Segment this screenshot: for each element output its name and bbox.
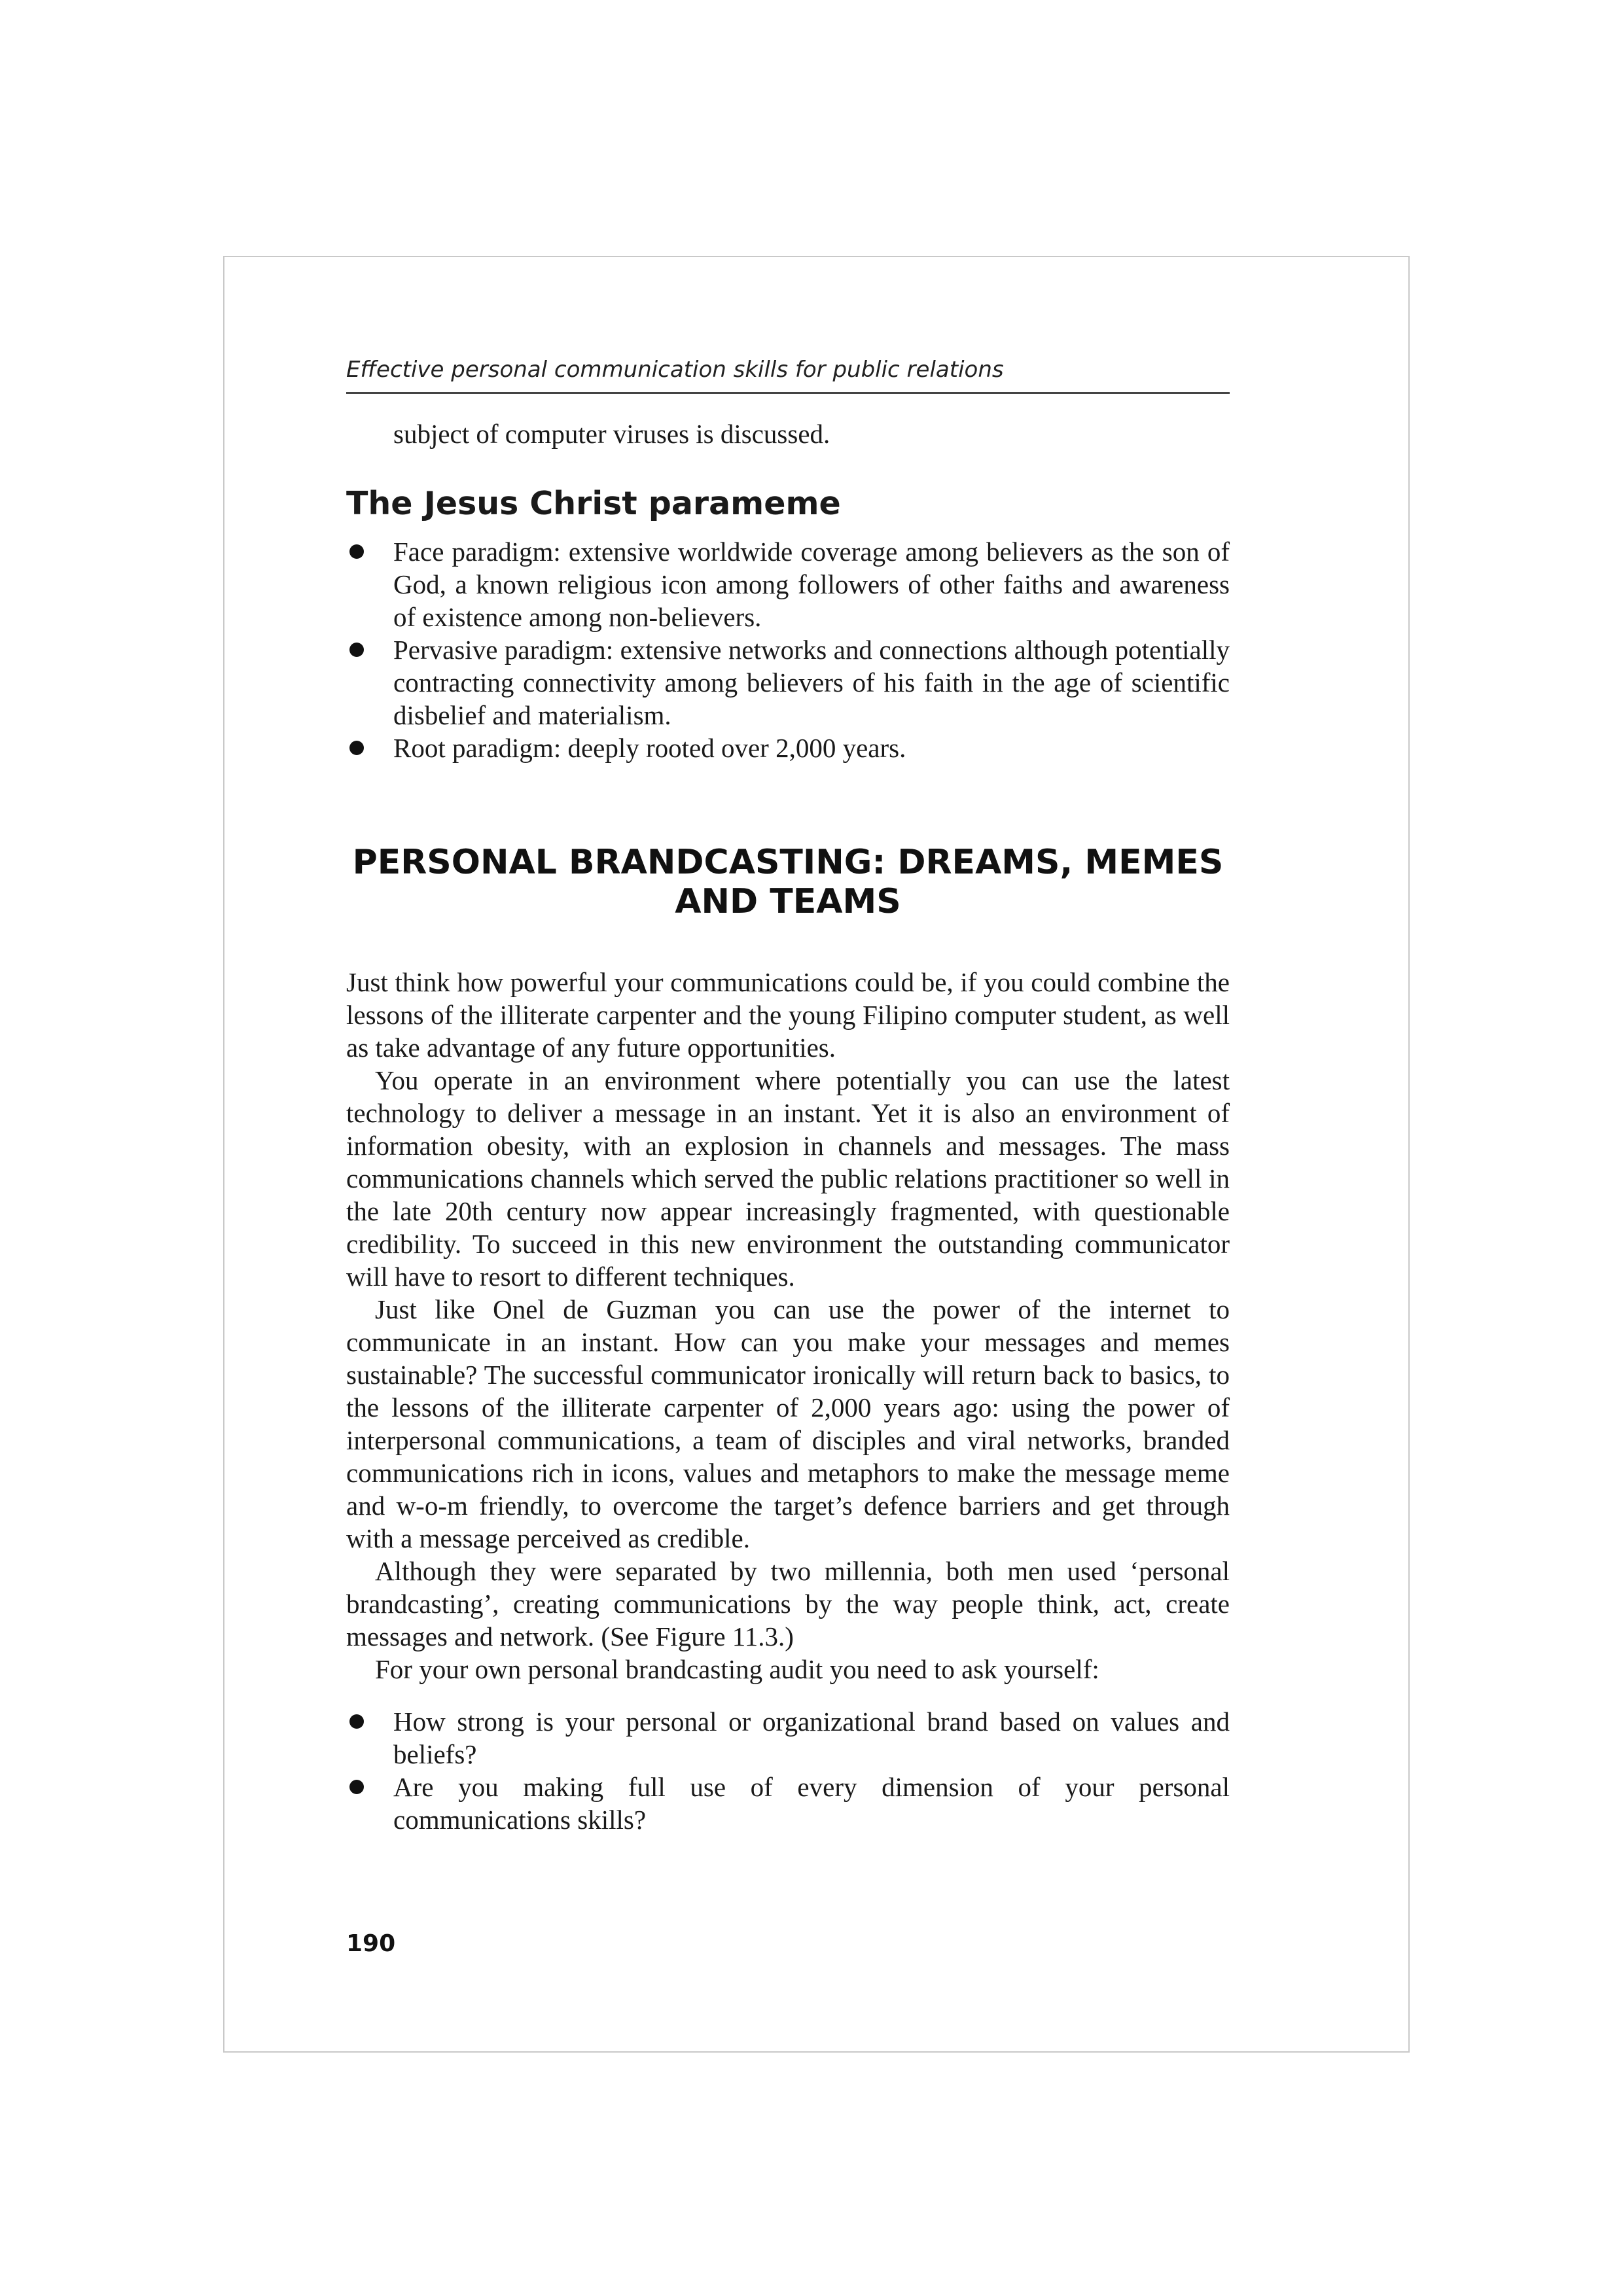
bullet-item — [346, 732, 1230, 764]
continuation-text: subject of computer viruses is discussed. — [393, 419, 830, 449]
bullet-icon — [349, 643, 364, 657]
body-paragraph: Although they were separated by two millennia, both men used ‘personal brandcasting’, creating communications by the way people think, act, create messages and network. (See Figure 11.3.) — [346, 1556, 1230, 1651]
bullet-icon — [349, 741, 364, 755]
subsection-heading: The Jesus Christ parameme — [346, 485, 841, 522]
bullet-icon — [349, 544, 364, 559]
running-head: Effective personal communication skills for public relations — [346, 347, 1230, 394]
body-paragraph: Just like Onel de Guzman you can use the power of the internet to communicate in an instant. How can you make your messages and memes sustainable? The successful communicator ironically will return back to basics, to the lessons of the illiterate carpenter of 2,000 years ago: using the power of interpersonal communications, a team of disciples and viral networks, branded communications rich in icons, values and metaphors to make the message meme and w-o-m friendly, to overcome the target’s defence barriers and get through with a message perceived as credible. — [346, 1294, 1230, 1553]
bullet-item — [346, 535, 1230, 633]
body-paragraph: For your own personal brandcasting audit you need to ask yourself: — [375, 1654, 1099, 1684]
bullet-text: Are you making full use of every dimension of your personal communications skills? — [393, 1772, 1230, 1835]
subsection-bullet-list — [346, 535, 1230, 764]
bullet-item — [346, 1771, 1230, 1836]
bullet-item — [346, 1705, 1230, 1771]
page-number: 190 — [346, 1930, 396, 1957]
bullet-text: How strong is your personal or organizational brand based on values and beliefs? — [393, 1706, 1230, 1769]
bullet-text: Face paradigm: extensive worldwide coverage among believers as the son of God, a known religious icon among followers of other faiths and awareness of existence among non-believers. — [393, 537, 1230, 632]
section-heading — [346, 843, 1230, 921]
bullet-icon — [349, 1714, 364, 1729]
audit-bullet-list — [346, 1705, 1230, 1836]
bullet-text: Root paradigm: deeply rooted over 2,000 years. — [393, 733, 906, 763]
bullet-item — [346, 633, 1230, 732]
section-heading-line1: PERSONAL BRANDCASTING: DREAMS, MEMES — [352, 843, 1224, 882]
body-paragraph: Just think how powerful your communications could be, if you could combine the lessons of the illiterate carpenter and the young Filipino computer student, as well as take advantage of any future opportunities. — [346, 967, 1230, 1063]
section-heading-line2: AND TEAMS — [675, 882, 901, 921]
bullet-text: Pervasive paradigm: extensive networks and connections although potentially contracting connectivity among believers of his faith in the age of scientific disbelief and materialism. — [393, 635, 1230, 730]
body-paragraph: You operate in an environment where potentially you can use the latest technology to deliver a message in an instant. Yet it is also an environment of information obesity, with an explosion in channels and messages. The mass communications channels which served the public relations practitioner so well in the late 20th century now appear increasingly fragmented, with questionable credibility. To succeed in this new environment the outstanding communicator will have to resort to different techniques. — [346, 1065, 1230, 1292]
page-content — [346, 347, 1230, 1836]
bullet-icon — [349, 1780, 364, 1794]
